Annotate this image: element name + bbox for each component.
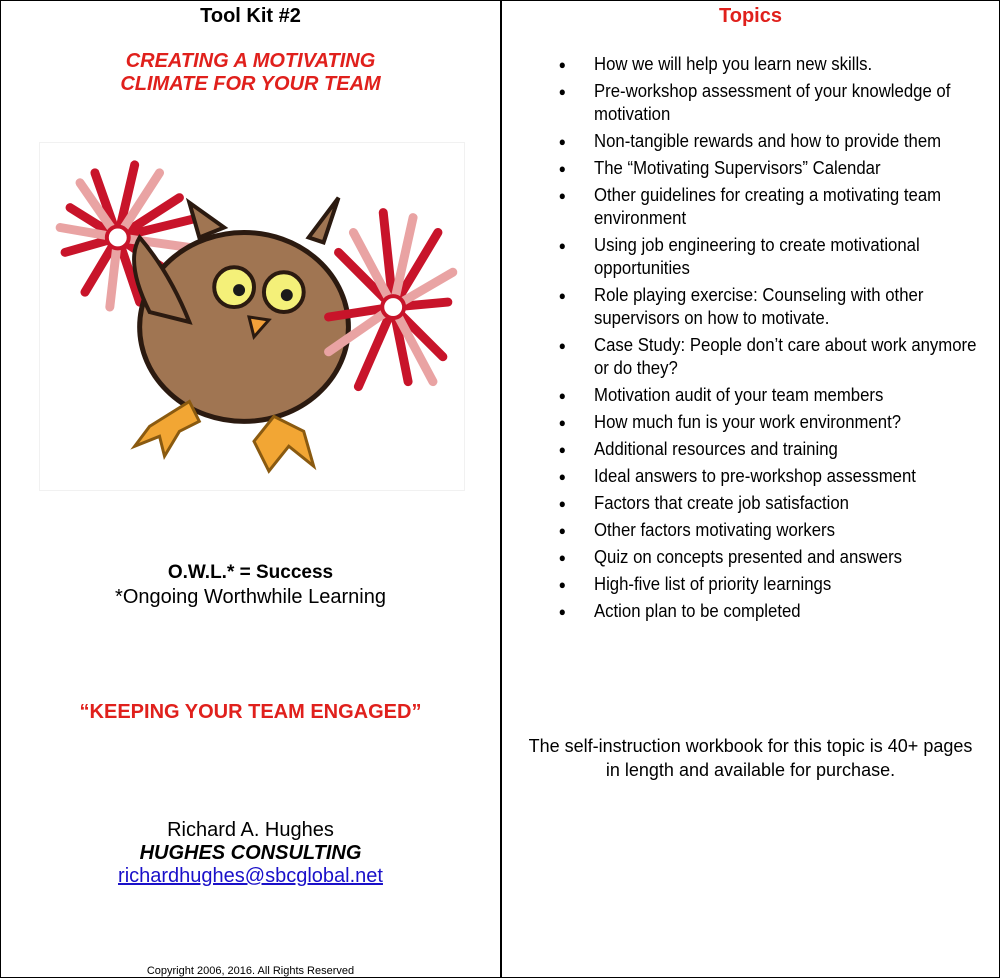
topics-heading: Topics [719,5,782,27]
topic-item: ● Case Study: People don’t care about work anymore or do they? [594,334,986,380]
engagement-quote: “KEEPING YOUR TEAM ENGAGED” [79,701,422,723]
topic-item: ● Ideal answers to pre-workshop assessment [594,465,986,488]
topic-item: ● The “Motivating Supervisors” Calendar [594,157,986,180]
topic-item: ● Quiz on concepts presented and answers [594,546,986,569]
owl-illustration [39,142,465,491]
workbook-note: The self-instruction workbook for this topic is 40+ pages in length and available for purchase. [528,736,973,780]
author-name: Richard A. Hughes [167,819,334,841]
topic-item: ● Non-tangible rewards and how to provide them [594,130,986,153]
topic-item: ● How much fun is your work environment? [594,411,986,434]
owl-definition: *Ongoing Worthwhile Learning [115,586,386,608]
topic-item: ● Factors that create job satisfaction [594,492,986,515]
left-panel [1,1,500,977]
email-link[interactable]: richardhughes@sbcglobal.net [118,865,383,887]
tool-kit-title: Tool Kit #2 [200,5,301,27]
topic-item: ● Other factors motivating workers [594,519,986,542]
topic-item: ● Action plan to be completed [594,600,986,623]
topic-item: ● Pre-workshop assessment of your knowledge of motivation [594,80,986,126]
topic-item: ● Motivation audit of your team members [594,384,986,407]
topic-item: ● Using job engineering to create motivational opportunities [594,234,986,280]
topic-item: ● Additional resources and training [594,438,986,461]
owl-equation: O.W.L.* = Success [167,562,334,583]
cheerleading-owl-icon [40,143,464,490]
company-name: HUGHES CONSULTING [139,842,362,864]
topics-list [594,53,984,627]
topic-item: ● Other guidelines for creating a motivating team environment [594,184,986,230]
workshop-subtitle [1,50,500,96]
topic-item: ● How we will help you learn new skills. [594,53,986,76]
topic-item: ● Role playing exercise: Counseling with other supervisors on how to motivate. [594,284,986,330]
subtitle-line-2: CLIMATE FOR YOUR TEAM [120,73,381,95]
right-panel [502,1,999,977]
subtitle-line-1: CREATING A MOTIVATING [125,50,376,72]
copyright-notice: Copyright 2006, 2016. All Rights Reserved [146,965,355,977]
topic-item: ● High-five list of priority learnings [594,573,986,596]
